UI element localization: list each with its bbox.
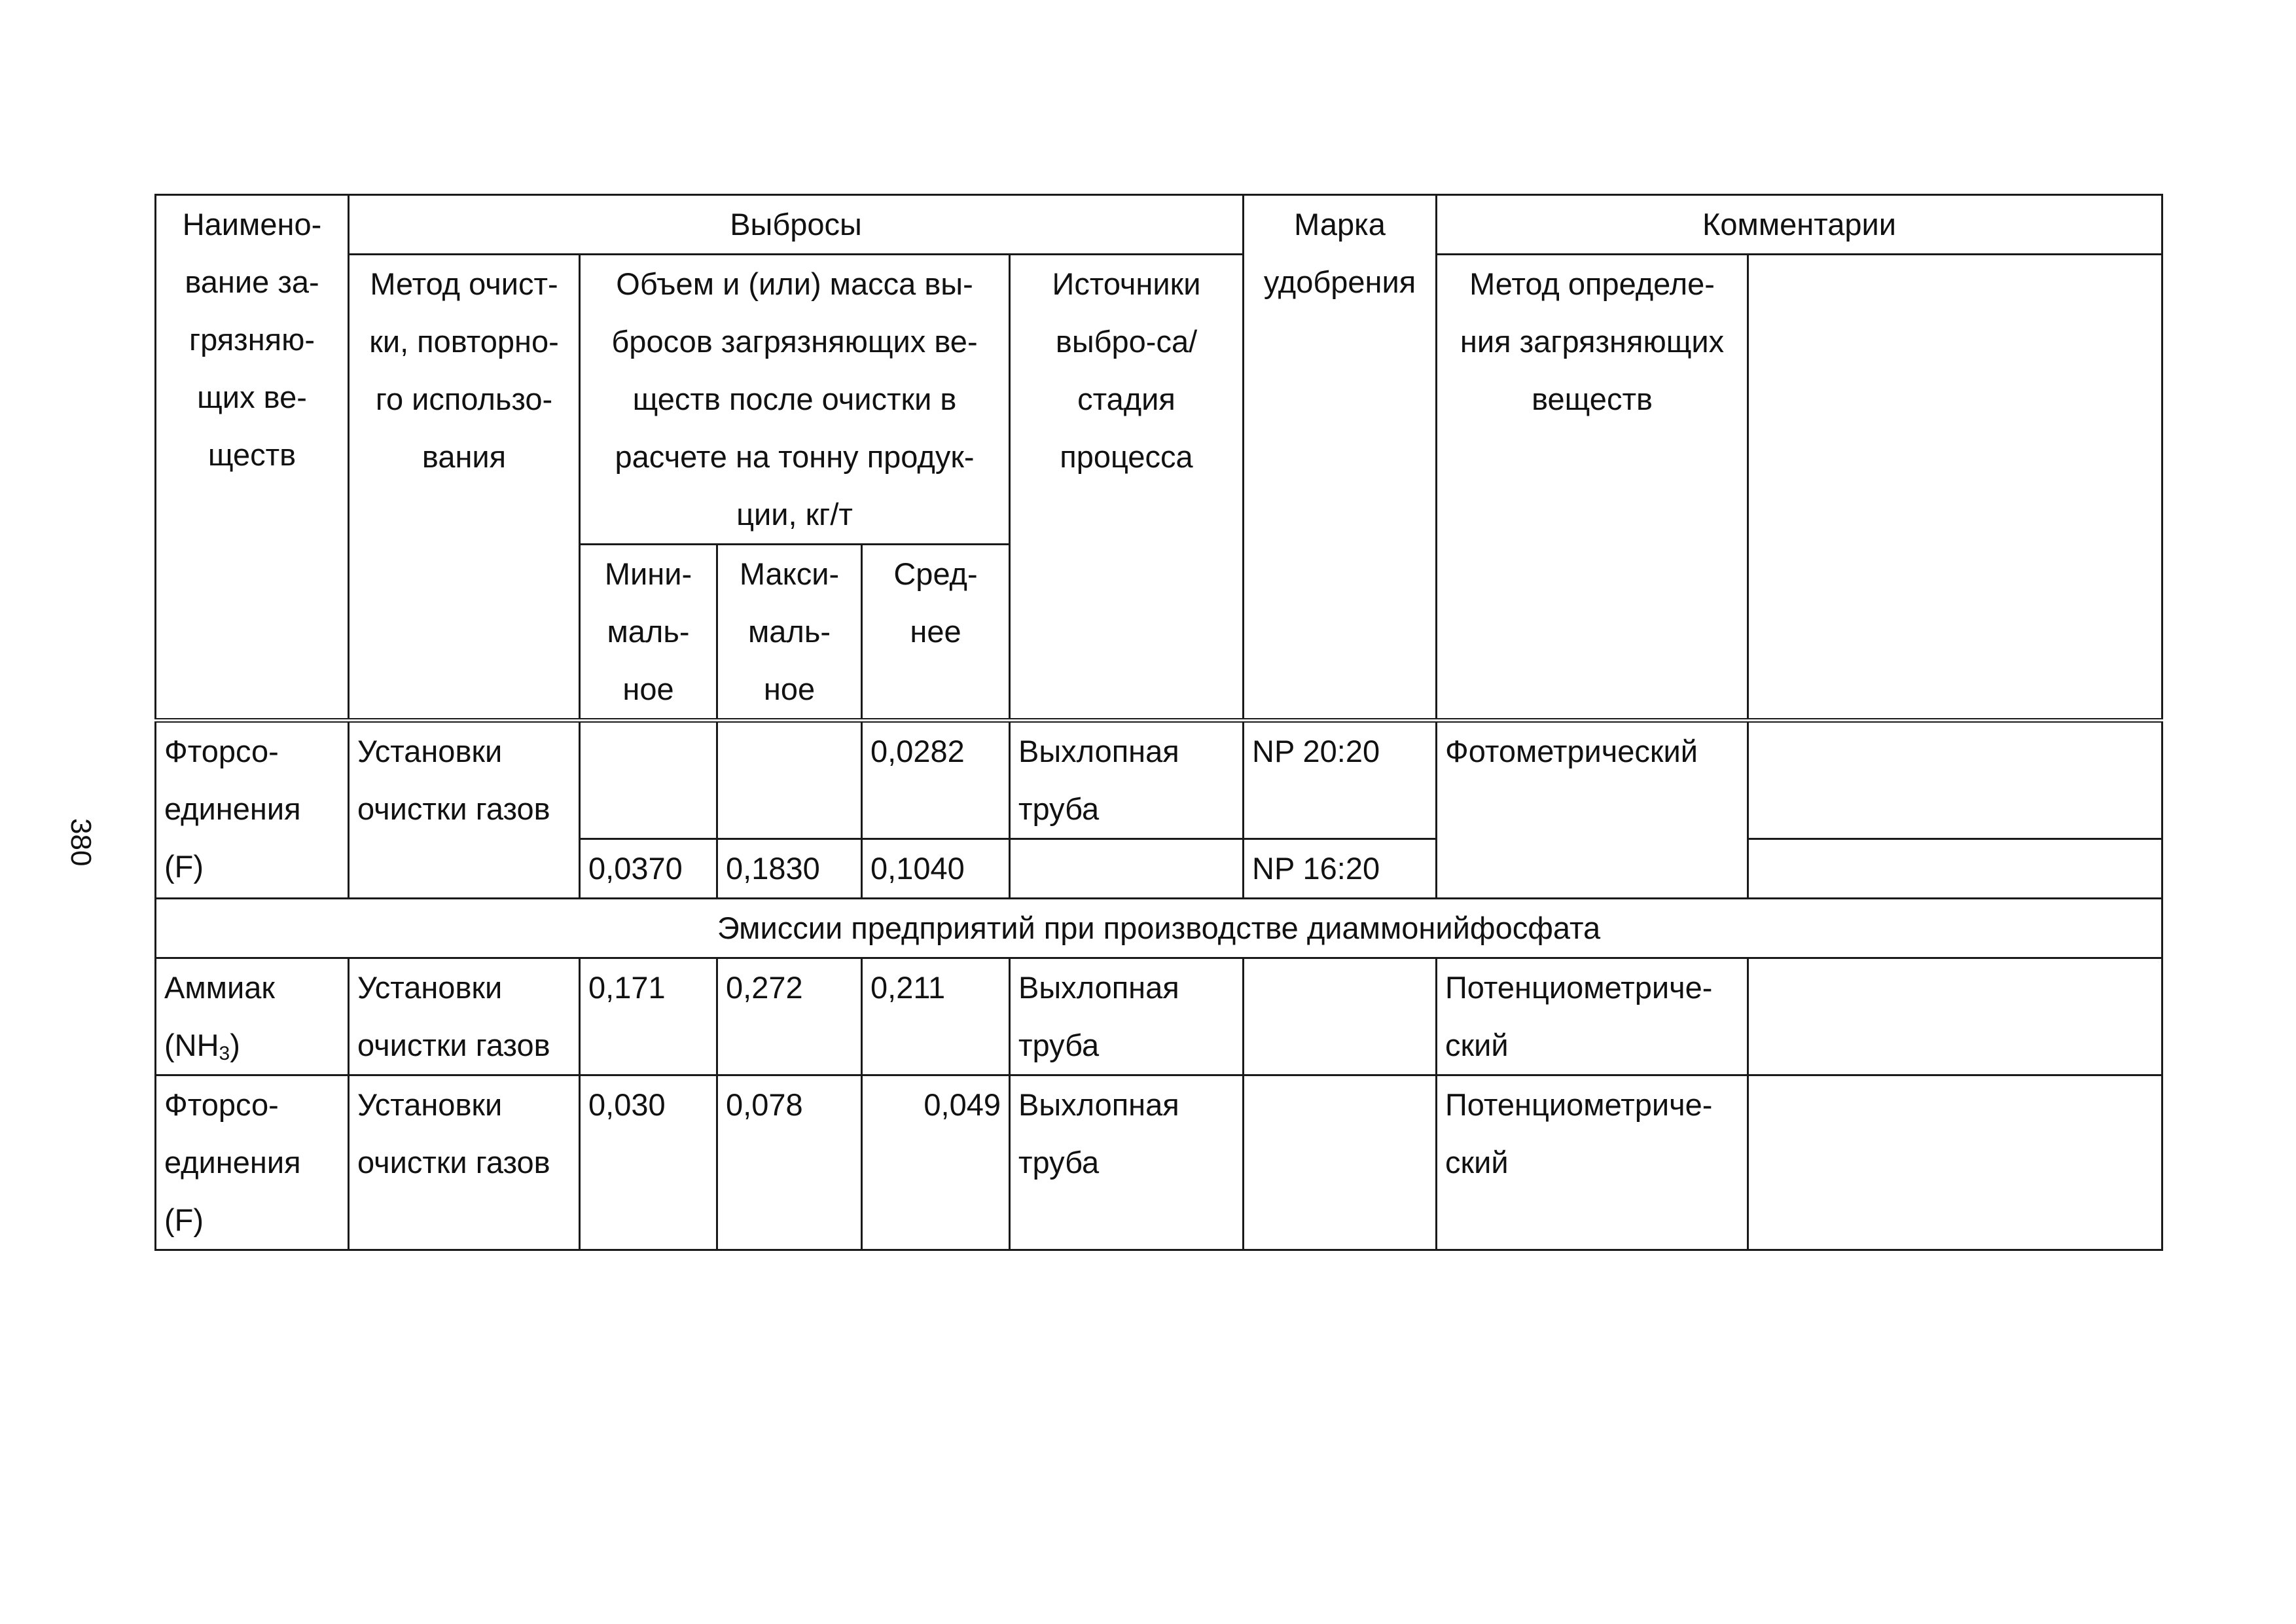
cell-comment <box>1748 721 2162 839</box>
header-row-1 <box>156 195 2162 255</box>
cell-determination: Потенциометриче-ский <box>1437 958 1748 1075</box>
header-determination-method: Метод определе-ния загрязняющих веществ <box>1437 255 1748 721</box>
cell-max: 0,078 <box>717 1075 862 1250</box>
header-min: Мини-маль-ное <box>580 545 717 721</box>
cell-source: Выхлопная труба <box>1010 1075 1244 1250</box>
header-avg: Сред-нее <box>862 545 1010 721</box>
cell-max <box>717 721 862 839</box>
cell-determination: Потенциометриче-ский <box>1437 1075 1748 1250</box>
page-number: 380 <box>65 818 97 867</box>
cell-method: Установки очистки газов <box>349 958 580 1075</box>
cell-avg: 0,0282 <box>862 721 1010 839</box>
cell-source: Выхлопная труба <box>1010 721 1244 839</box>
substance-text: Аммиак (NH <box>164 970 275 1062</box>
cell-min: 0,171 <box>580 958 717 1075</box>
cell-comment <box>1748 1075 2162 1250</box>
cell-comment <box>1748 958 2162 1075</box>
substance-subscript: 3 <box>219 1043 230 1064</box>
cell-min: 0,0370 <box>580 839 717 899</box>
header-volume-mass: Объем и (или) масса вы-бросов загрязняющих ве-ществ после очистки в расчете на тонну продук-ции, кг/т <box>580 255 1010 545</box>
cell-substance <box>156 958 349 1075</box>
cell-avg: 0,049 <box>862 1075 1010 1250</box>
cell-method: Установки очистки газов <box>349 721 580 899</box>
cell-grade: NP 16:20 <box>1244 839 1437 899</box>
header-substance-name: Наимено-вание за-грязняю-щих ве-ществ <box>156 195 349 721</box>
header-cleaning-method: Метод очист-ки, повторно-го использо-вания <box>349 255 580 721</box>
header-max: Макси-маль-ное <box>717 545 862 721</box>
table-row <box>156 721 2162 839</box>
substance-tail: ) <box>230 1028 240 1062</box>
header-comment-blank <box>1748 255 2162 721</box>
cell-source <box>1010 839 1244 899</box>
section-title: Эмиссии предприятий при производстве диаммонийфосфата <box>156 899 2162 958</box>
cell-comment <box>1748 839 2162 899</box>
cell-min: 0,030 <box>580 1075 717 1250</box>
header-fertilizer-grade: Марка удобрения <box>1244 195 1437 721</box>
cell-method: Установки очистки газов <box>349 1075 580 1250</box>
emissions-table <box>154 194 2163 1251</box>
cell-grade: NP 20:20 <box>1244 721 1437 839</box>
cell-max: 0,272 <box>717 958 862 1075</box>
table-row <box>156 1075 2162 1250</box>
section-row <box>156 899 2162 958</box>
header-emissions: Выбросы <box>349 195 1244 255</box>
cell-determination: Фотометрический <box>1437 721 1748 899</box>
cell-max: 0,1830 <box>717 839 862 899</box>
cell-grade <box>1244 958 1437 1075</box>
cell-grade <box>1244 1075 1437 1250</box>
header-row-2 <box>156 255 2162 545</box>
header-sources: Источники выбро-са/стадия процесса <box>1010 255 1244 721</box>
table-row <box>156 958 2162 1075</box>
cell-avg: 0,1040 <box>862 839 1010 899</box>
cell-avg: 0,211 <box>862 958 1010 1075</box>
cell-source: Выхлопная труба <box>1010 958 1244 1075</box>
cell-substance: Фторсо-единения (F) <box>156 721 349 899</box>
cell-min <box>580 721 717 839</box>
header-comments: Комментарии <box>1437 195 2162 255</box>
cell-substance: Фторсо-единения (F) <box>156 1075 349 1250</box>
